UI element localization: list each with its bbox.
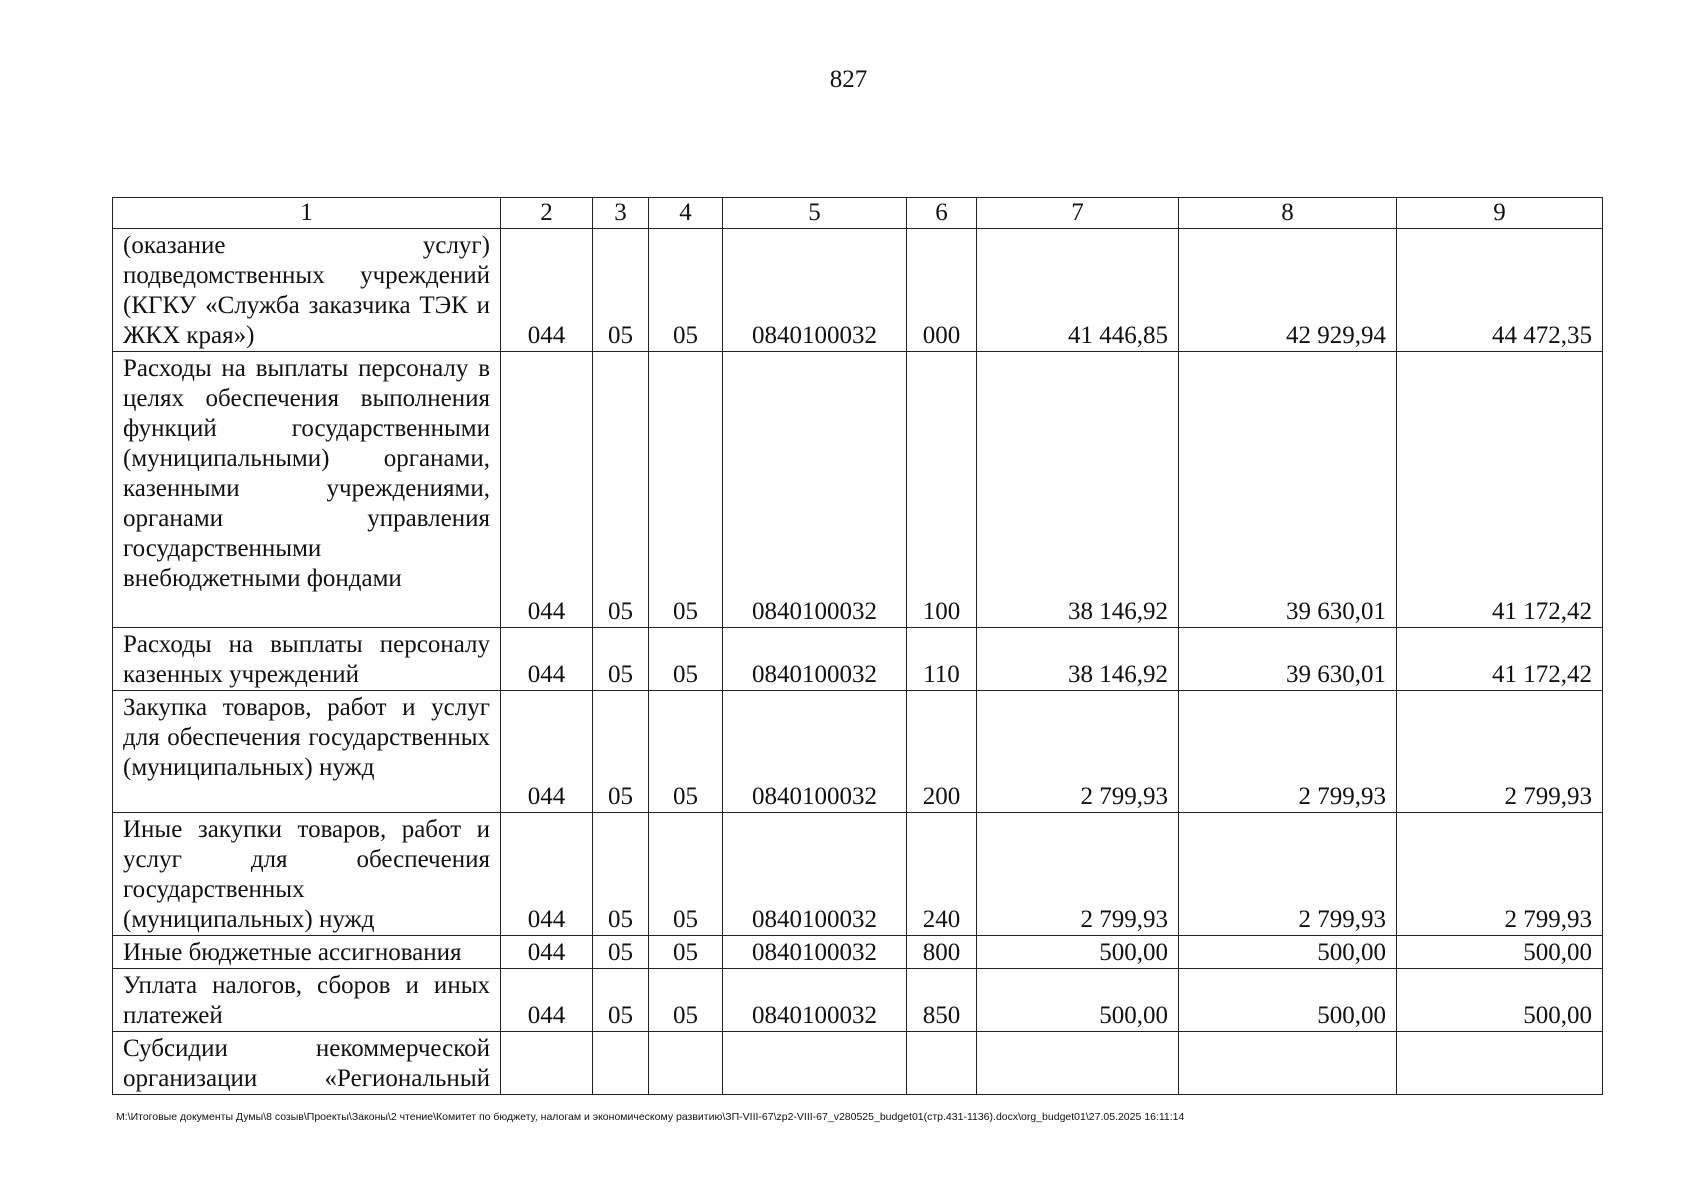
cell-code-2: 044 <box>501 229 593 352</box>
cell-code-6: 100 <box>907 352 977 628</box>
cell-amount-8: 39 630,01 <box>1179 628 1397 691</box>
cell-amount-8: 2 799,93 <box>1179 691 1397 813</box>
table-row <box>113 229 1603 352</box>
cell-code-4: 05 <box>649 229 723 352</box>
cell-amount-8: 500,00 <box>1179 936 1397 969</box>
cell-amount-9: 500,00 <box>1397 969 1603 1032</box>
cell-code-3 <box>593 1032 649 1095</box>
cell-code-2: 044 <box>501 352 593 628</box>
page-number: 827 <box>829 66 868 93</box>
column-header-3: 3 <box>593 198 649 229</box>
row-description: Расходы на выплаты персоналу казенных учреждений <box>113 628 501 691</box>
table-row <box>113 352 1603 628</box>
cell-code-5: 0840100032 <box>723 813 907 936</box>
cell-amount-7: 2 799,93 <box>977 691 1179 813</box>
column-header-4: 4 <box>649 198 723 229</box>
column-header-1: 1 <box>113 198 501 229</box>
cell-code-6: 800 <box>907 936 977 969</box>
cell-code-5: 0840100032 <box>723 936 907 969</box>
cell-amount-8 <box>1179 1032 1397 1095</box>
column-header-2: 2 <box>501 198 593 229</box>
cell-code-2: 044 <box>501 691 593 813</box>
column-header-5: 5 <box>723 198 907 229</box>
cell-code-2: 044 <box>501 628 593 691</box>
cell-amount-9: 500,00 <box>1397 936 1603 969</box>
table-row <box>113 628 1603 691</box>
cell-amount-7: 41 446,85 <box>977 229 1179 352</box>
table-row <box>113 691 1603 813</box>
cell-code-5: 0840100032 <box>723 691 907 813</box>
column-header-6: 6 <box>907 198 977 229</box>
header-row <box>113 198 1603 229</box>
column-header-8: 8 <box>1179 198 1397 229</box>
cell-code-4: 05 <box>649 352 723 628</box>
cell-code-3: 05 <box>593 691 649 813</box>
row-description: Закупка товаров, работ и услуг для обеспечения государственных (муниципальных) нужд <box>113 691 501 813</box>
cell-amount-8: 42 929,94 <box>1179 229 1397 352</box>
cell-amount-8: 500,00 <box>1179 969 1397 1032</box>
row-description: Субсидии некоммерческой организации «Региональный <box>113 1032 501 1095</box>
cell-code-6: 000 <box>907 229 977 352</box>
cell-code-2: 044 <box>501 813 593 936</box>
cell-amount-7: 500,00 <box>977 936 1179 969</box>
budget-table <box>112 197 1603 1095</box>
row-description: Уплата налогов, сборов и иных платежей <box>113 969 501 1032</box>
cell-code-2: 044 <box>501 969 593 1032</box>
cell-amount-7 <box>977 1032 1179 1095</box>
cell-code-3: 05 <box>593 352 649 628</box>
cell-code-6: 200 <box>907 691 977 813</box>
cell-code-4: 05 <box>649 691 723 813</box>
cell-code-6: 110 <box>907 628 977 691</box>
row-description: Иные закупки товаров, работ и услуг для обеспечения государственных (муниципальных) нужд <box>113 813 501 936</box>
cell-code-3: 05 <box>593 229 649 352</box>
cell-amount-7: 38 146,92 <box>977 352 1179 628</box>
cell-code-3: 05 <box>593 628 649 691</box>
cell-amount-9: 2 799,93 <box>1397 691 1603 813</box>
table-row <box>113 936 1603 969</box>
cell-amount-9: 41 172,42 <box>1397 628 1603 691</box>
cell-code-4: 05 <box>649 813 723 936</box>
cell-code-6: 850 <box>907 969 977 1032</box>
cell-code-5: 0840100032 <box>723 628 907 691</box>
table-row <box>113 813 1603 936</box>
cell-amount-9: 44 472,35 <box>1397 229 1603 352</box>
cell-code-4: 05 <box>649 936 723 969</box>
cell-code-4: 05 <box>649 628 723 691</box>
row-description: (оказание услуг) подведомственных учреждений (КГКУ «Служба заказчика ТЭК и ЖКХ края») <box>113 229 501 352</box>
table-body <box>113 229 1603 1095</box>
table-header <box>113 198 1603 229</box>
cell-code-6: 240 <box>907 813 977 936</box>
cell-amount-9: 2 799,93 <box>1397 813 1603 936</box>
cell-code-3: 05 <box>593 936 649 969</box>
cell-code-6 <box>907 1032 977 1095</box>
row-description: Расходы на выплаты персоналу в целях обеспечения выполнения функций государственными (муниципальными) органами, казенными учреждениями, органами управления государственными внебюджетными фондами <box>113 352 501 628</box>
cell-amount-9: 41 172,42 <box>1397 352 1603 628</box>
column-header-9: 9 <box>1397 198 1603 229</box>
cell-code-2: 044 <box>501 936 593 969</box>
row-description: Иные бюджетные ассигнования <box>113 936 501 969</box>
cell-code-5: 0840100032 <box>723 229 907 352</box>
table-row <box>113 1032 1603 1095</box>
cell-code-4 <box>649 1032 723 1095</box>
cell-code-3: 05 <box>593 969 649 1032</box>
footer-file-path: M:\Итоговые документы Думы\8 созыв\Проекты\Законы\2 чтение\Комитет по бюджету, налогам и экономическому развитию\ЗП-VIII-67\zp2-VIII-67_v280525_budget01(стр.431-1136).docx\org_budget01\27.05.2025 16:11:14 <box>116 1111 1185 1123</box>
cell-code-2 <box>501 1032 593 1095</box>
cell-amount-7: 500,00 <box>977 969 1179 1032</box>
cell-code-5 <box>723 1032 907 1095</box>
cell-amount-8: 39 630,01 <box>1179 352 1397 628</box>
cell-amount-8: 2 799,93 <box>1179 813 1397 936</box>
table-row <box>113 969 1603 1032</box>
cell-amount-7: 2 799,93 <box>977 813 1179 936</box>
column-header-7: 7 <box>977 198 1179 229</box>
cell-code-5: 0840100032 <box>723 969 907 1032</box>
cell-code-3: 05 <box>593 813 649 936</box>
cell-code-4: 05 <box>649 969 723 1032</box>
cell-amount-7: 38 146,92 <box>977 628 1179 691</box>
cell-amount-9 <box>1397 1032 1603 1095</box>
cell-code-5: 0840100032 <box>723 352 907 628</box>
